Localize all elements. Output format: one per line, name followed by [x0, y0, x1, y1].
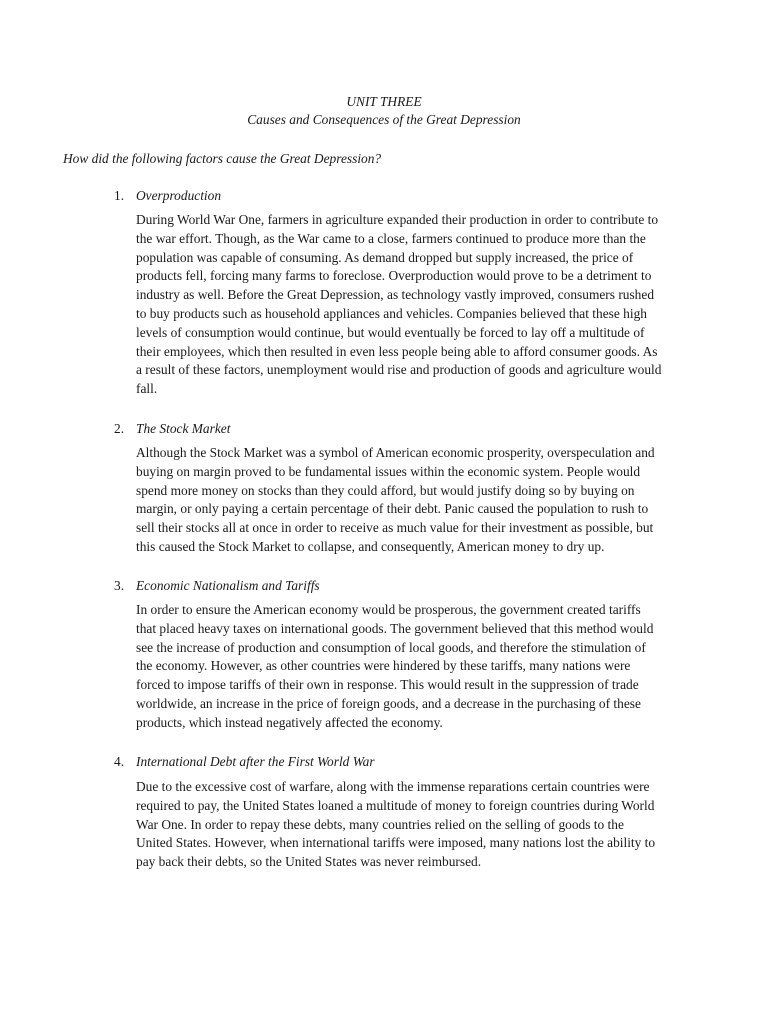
paragraph-line: industry as well. Before the Great Depression, as technology vastly improved, consumers rushed	[136, 287, 655, 303]
guiding-question: How did the following factors cause the Great Depression?	[63, 151, 382, 166]
paragraph-line: United States. However, when international tariffs were imposed, many nations lost the ability to	[136, 835, 656, 851]
paragraph-line: required to pay, the United States loaned a multitude of money to foreign countries during World	[136, 797, 655, 813]
section-heading-stock-market	[114, 420, 230, 437]
section-number: 2.	[114, 421, 125, 436]
section-title: International Debt after the First World War	[136, 754, 375, 769]
unit-subtitle: Causes and Consequences of the Great Depression	[247, 112, 521, 127]
paragraph-line: products fell, forcing many farms to foreclose. Overproduction would prove to be a detriment to	[136, 268, 652, 284]
paragraph-line: to buy products such as household appliances and vehicles. Companies believed that these high	[136, 305, 647, 321]
paragraph-line: that placed heavy taxes on international goods. The government believed that this method would	[136, 620, 654, 636]
paragraph-line: this caused the Stock Market to collapse, and consequently, American money to dry up.	[136, 538, 605, 554]
section-title: Economic Nationalism and Tariffs	[136, 578, 320, 593]
paragraph-line: a result of these factors, unemployment would rise and production of goods and agriculture would	[136, 362, 662, 378]
paragraph-line: the war effort. Though, as the War came to a close, farmers continued to produce more than the	[136, 230, 646, 246]
paragraph-line: levels of consumption would continue, but would eventually be forced to lay off a multitude of	[136, 324, 645, 340]
paragraph-line: population was capable of consuming. As demand dropped but supply increased, the price of	[136, 249, 634, 265]
paragraph-line: During World War One, farmers in agriculture expanded their production in order to contribute to	[136, 212, 659, 227]
paragraph-line: pay back their debts, so the United States was never reimbursed.	[136, 854, 482, 870]
section-paragraph-international-debt	[136, 778, 676, 872]
paragraph-line: forced to impose tariffs of their own in response. This would result in the suppression of trade	[136, 677, 639, 693]
section-number: 4.	[114, 754, 125, 769]
paragraph-line: sell their stocks all at once in order to receive as much value for their investment as possible, but	[136, 520, 654, 536]
section-paragraph-tariffs	[136, 601, 676, 733]
paragraph-line: In order to ensure the American economy would be prosperous, the government created tariffs	[136, 602, 641, 617]
paragraph-line: spend more money on stocks than they could afford, but would justify doing so by buying on	[136, 482, 635, 498]
section-heading-international-debt	[114, 753, 375, 770]
paragraph-line: see the increase of production and consumption of local goods, and therefore the stimulation of	[136, 639, 646, 655]
paragraph-line: margin, or only paying a certain percentage of their debt. Panic caused the population to rush to	[136, 501, 649, 517]
paragraph-line: Although the Stock Market was a symbol of American economic prosperity, overspeculation and	[136, 445, 655, 460]
paragraph-line: worldwide, an increase in the price of foreign goods, and a decrease in the purchasing of these	[136, 695, 641, 711]
section-number: 1.	[114, 188, 125, 203]
paragraph-line: the economy. However, as other countries were hindered by these tariffs, many nations were	[136, 658, 631, 674]
section-title: Overproduction	[136, 188, 222, 203]
paragraph-line: Due to the excessive cost of warfare, along with the immense reparations certain countries were	[136, 779, 650, 794]
paragraph-line: buying on margin proved to be fundamental issues within the economic system. People would	[136, 463, 641, 479]
section-number: 3.	[114, 578, 125, 593]
section-heading-tariffs	[114, 577, 320, 594]
paragraph-line: War One. In order to repay these debts, many countries relied on the selling of goods to the	[136, 816, 624, 832]
section-paragraph-overproduction	[136, 211, 676, 399]
unit-title: UNIT THREE	[346, 94, 422, 109]
paragraph-line: products, which instead negatively affected the economy.	[136, 714, 443, 730]
section-title: The Stock Market	[136, 421, 231, 436]
section-heading-overproduction	[114, 187, 221, 204]
section-paragraph-stock-market	[136, 444, 676, 557]
paragraph-line: their employees, which then resulted in even less people being able to afford consumer goods. As	[136, 343, 658, 359]
paragraph-line: fall.	[136, 381, 158, 397]
